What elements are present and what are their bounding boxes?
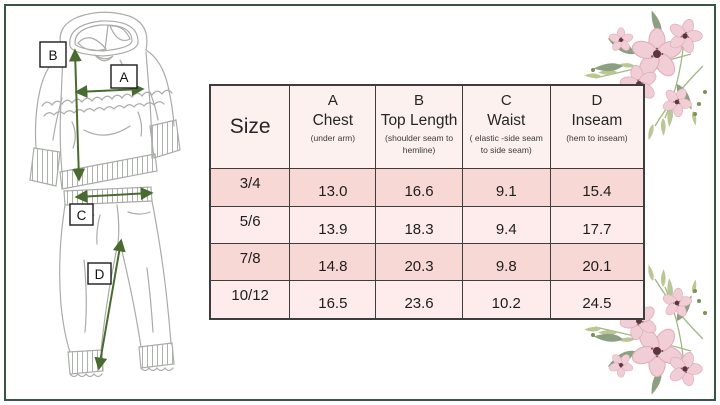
measure-label-b-text: B	[48, 48, 58, 63]
column-note-top-length: (shoulder seam to hemline)	[385, 133, 454, 156]
column-letter-b: B	[414, 92, 425, 109]
waist-value-cell: 9.1	[463, 169, 551, 206]
column-header-waist	[463, 86, 551, 169]
chest-value-cell: 16.5	[290, 281, 376, 318]
arrow-top-length-b	[75, 51, 79, 179]
column-note-inseam: (hem to inseam)	[566, 133, 628, 144]
size-header-label: Size	[229, 115, 271, 139]
chest-value-cell: 13.9	[290, 207, 376, 244]
column-note-waist: ( elastic -side seam to side seam)	[469, 133, 543, 156]
waist-value-cell: 10.2	[463, 281, 551, 318]
size-label-cell: 3/4	[211, 169, 290, 206]
inseam-value-cell: 20.1	[551, 244, 643, 281]
top-length-value-cell: 18.3	[376, 207, 462, 244]
column-name-top-length: Top Length	[380, 111, 458, 129]
size-chart-table	[209, 84, 645, 320]
size-label-cell: 7/8	[211, 244, 290, 281]
measure-label-c-text: C	[76, 208, 87, 223]
column-header-chest	[290, 86, 376, 169]
inseam-value-cell: 15.4	[551, 169, 643, 206]
size-label-cell: 10/12	[211, 281, 290, 318]
column-header-top-length	[376, 86, 462, 169]
top-length-value-cell: 20.3	[376, 244, 462, 281]
column-header-inseam	[551, 86, 643, 169]
column-name-waist: Waist	[487, 111, 526, 129]
waist-value-cell: 9.4	[463, 207, 551, 244]
measure-label-b	[40, 42, 66, 67]
arrow-inseam-d	[99, 241, 121, 368]
chest-value-cell: 14.8	[290, 244, 376, 281]
waist-value-cell: 9.8	[463, 244, 551, 281]
measure-label-d-text: D	[94, 267, 105, 282]
column-letter-a: A	[327, 92, 338, 109]
hoodie-sketch	[30, 12, 180, 189]
column-name-chest: Chest	[312, 111, 354, 129]
inseam-value-cell: 17.7	[551, 207, 643, 244]
column-letter-d: D	[591, 92, 603, 109]
size-label-cell: 5/6	[211, 207, 290, 244]
top-length-value-cell: 23.6	[376, 281, 462, 318]
measure-label-d	[88, 263, 111, 284]
inseam-value-cell: 24.5	[551, 281, 643, 318]
measure-label-c	[70, 204, 93, 225]
column-name-inseam: Inseam	[571, 111, 623, 129]
chest-value-cell: 13.0	[290, 169, 376, 206]
column-note-chest: (under arm)	[310, 133, 356, 144]
arrow-chest-a	[77, 89, 142, 92]
measure-label-a	[111, 65, 137, 88]
top-length-value-cell: 16.6	[376, 169, 462, 206]
measure-label-a-text: A	[119, 70, 129, 85]
column-letter-c: C	[500, 92, 512, 109]
column-header-size	[211, 86, 290, 169]
